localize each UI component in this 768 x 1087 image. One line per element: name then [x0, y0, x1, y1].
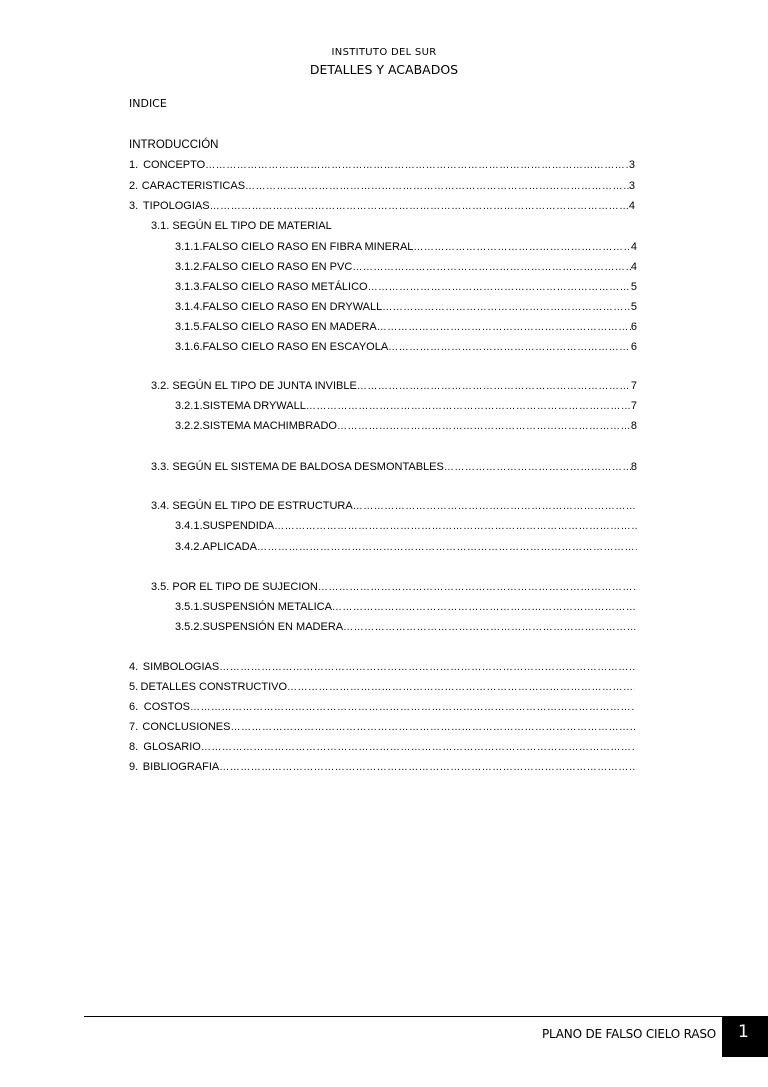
toc-item-3-1-1: 3.1.1. FALSO CIELO RASO EN FIBRA MINERAL ……………………………………………………………………………………………………………………………………………………………………………… 4	[175, 240, 637, 255]
toc-item-3-5-2: 3.5.2. SUSPENSIÓN EN MADERA ………………………………………………………………………………………………………………………………………………………………………………	[175, 620, 637, 635]
toc-item-conclusiones: 7. CONCLUSIONES ………………………………………………………………………………………………………………………………………………………………………………	[129, 720, 635, 735]
footer-page-number: 1	[738, 1022, 749, 1042]
toc-item-concepto: 1. CONCEPTO ……………………………………………………………………………………………………………………………………………………………………………… 3	[129, 158, 635, 173]
toc-item-glosario: 8. GLOSARIO ………………………………………………………………………………………………………………………………………………………………………………	[129, 740, 635, 755]
toc-item-costos: 6. COSTOS ………………………………………………………………………………………………………………………………………………………………………………	[129, 700, 635, 715]
toc-section-3-1: 3.1. SEGÚN EL TIPO DE MATERIAL	[151, 220, 332, 232]
toc-item-3-1-2: 3.1.2. FALSO CIELO RASO EN PVC ……………………………………………………………………………………………………………………………………………………………………………… 4	[175, 260, 637, 275]
toc-item-simbologias: 4. SIMBOLOGIAS ………………………………………………………………………………………………………………………………………………………………………………	[129, 660, 635, 675]
toc-item-tipologias: 3. TIPOLOGIAS ……………………………………………………………………………………………………………………………………………………………………………… 4	[129, 199, 635, 214]
toc-section-3-5: 3.5. POR EL TIPO DE SUJECION ………………………………………………………………………………………………………………………………………………………………………………	[151, 580, 637, 595]
footer-label: PLANO DE FALSO CIELO RASO	[542, 1027, 716, 1041]
toc-section-3-2: 3.2. SEGÚN EL TIPO DE JUNTA INVIBLE ……………………………………………………………………………………………………………………………………………………………………………… 7	[151, 379, 637, 394]
toc-item-3-4-2: 3.4.2. APLICADA ………………………………………………………………………………………………………………………………………………………………………………	[175, 540, 637, 555]
header-institution: INSTITUTO DEL SUR	[331, 47, 437, 58]
toc-item-3-1-6: 3.1.6. FALSO CIELO RASO EN ESCAYOLA ……………………………………………………………………………………………………………………………………………………………………………… 6	[175, 340, 637, 355]
toc-item-bibliografia: 9. BIBLIOGRAFIA ………………………………………………………………………………………………………………………………………………………………………………	[129, 760, 635, 775]
toc-item-3-4-1: 3.4.1. SUSPENDIDA ………………………………………………………………………………………………………………………………………………………………………………	[175, 519, 637, 534]
footer-rule	[84, 1016, 768, 1017]
toc-section-3-4: 3.4. SEGÚN EL TIPO DE ESTRUCTURA ………………………………………………………………………………………………………………………………………………………………………………	[151, 499, 637, 514]
indice-heading: INDICE	[129, 97, 167, 110]
toc-item-3-1-5: 3.1.5. FALSO CIELO RASO EN MADERA ……………………………………………………………………………………………………………………………………………………………………………… 6	[175, 320, 637, 335]
header-subject: DETALLES Y ACABADOS	[309, 62, 459, 77]
toc-section-3-3: 3.3. SEGÚN EL SISTEMA DE BALDOSA DESMONTABLES ……………………………………………………………………………………………………………………………………………………………………………… 8	[151, 460, 637, 475]
toc-item-3-2-2: 3.2.2. SISTEMA MACHIMBRADO ……………………………………………………………………………………………………………………………………………………………………………… 8	[175, 419, 637, 434]
toc-item-3-5-1: 3.5.1. SUSPENSIÓN METALICA ………………………………………………………………………………………………………………………………………………………………………………	[175, 600, 637, 615]
toc-introduccion: INTRODUCCIÓN	[129, 139, 219, 151]
toc-item-3-1-3: 3.1.3. FALSO CIELO RASO METÁLICO ……………………………………………………………………………………………………………………………………………………………………………… 5	[175, 280, 637, 295]
toc-item-3-2-1: 3.2.1. SISTEMA DRYWALL ……………………………………………………………………………………………………………………………………………………………………………… 7	[175, 399, 637, 414]
toc-item-detalles: 5. DETALLES CONSTRUCTIVO ………………………………………………………………………………………………………………………………………………………………………………	[129, 680, 635, 695]
toc-item-3-1-4: 3.1.4. FALSO CIELO RASO EN DRYWALL ……………………………………………………………………………………………………………………………………………………………………………… 5	[175, 300, 637, 315]
toc-item-caracteristicas: 2. CARACTERISTICAS ……………………………………………………………………………………………………………………………………………………………………………… 3	[129, 179, 635, 194]
